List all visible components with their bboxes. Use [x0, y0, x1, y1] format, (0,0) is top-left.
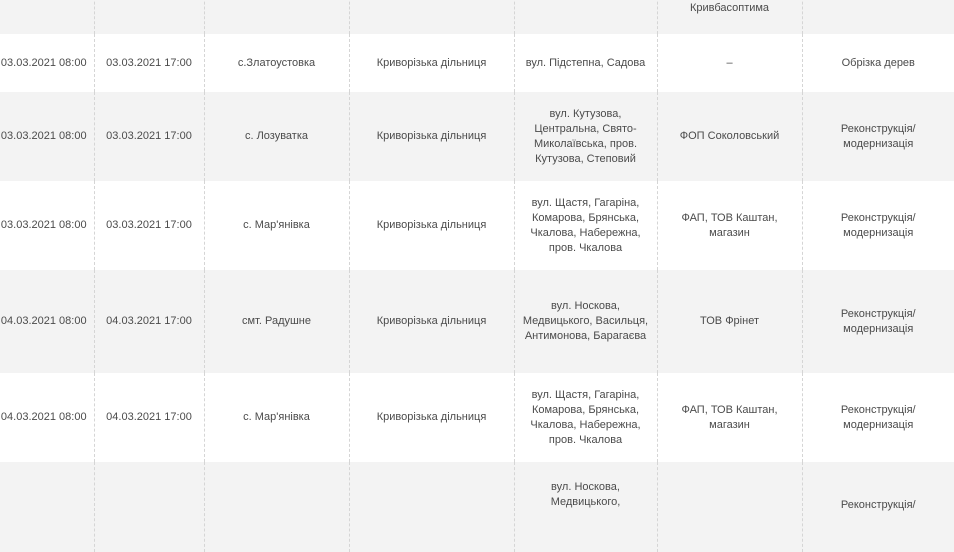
district-cell [349, 0, 514, 34]
district-cell: Криворізька дільниця [349, 373, 514, 462]
start-cell: 03.03.2021 08:00 [0, 92, 94, 181]
streets-cell: вул. Щастя, Гагаріна, Комарова, Брянська, Чкалова, Набережна, пров. Чкалова [514, 373, 657, 462]
village-cell [204, 0, 349, 34]
village-cell [204, 462, 349, 552]
table-row [0, 462, 954, 552]
village-cell: смт. Радушне [204, 270, 349, 373]
district-cell: Криворізька дільниця [349, 92, 514, 181]
streets-cell: вул. Підстепна, Садова [514, 34, 657, 92]
start-cell [0, 462, 94, 552]
work-cell: Реконструкція/ модернизація [802, 270, 954, 373]
start-cell: 03.03.2021 08:00 [0, 34, 94, 92]
table-row [0, 373, 954, 462]
village-cell: с. Мар'янівка [204, 373, 349, 462]
start-cell: 04.03.2021 08:00 [0, 270, 94, 373]
work-cell [802, 0, 954, 34]
start-cell: 04.03.2021 08:00 [0, 373, 94, 462]
district-cell: Криворізька дільниця [349, 181, 514, 270]
work-cell: Реконструкція/ [802, 462, 954, 552]
streets-cell: вул. Носкова, Медвицького, [514, 462, 657, 552]
end-cell [94, 462, 204, 552]
end-cell: 04.03.2021 17:00 [94, 373, 204, 462]
objects-cell: ФАП, ТОВ Каштан, магазин [657, 373, 802, 462]
objects-cell: ТОВ Фрінет [657, 270, 802, 373]
start-cell [0, 0, 94, 34]
district-cell: Криворізька дільниця [349, 270, 514, 373]
village-cell: с. Мар'янівка [204, 181, 349, 270]
streets-cell: вул. Кутузова, Центральна, Свято-Миколаївська, пров. Кутузова, Степовий [514, 92, 657, 181]
objects-cell: ФОП Соколовський [657, 92, 802, 181]
start-cell: 03.03.2021 08:00 [0, 181, 94, 270]
work-cell: Реконструкція/ модернизація [802, 181, 954, 270]
village-cell: с. Лозуватка [204, 92, 349, 181]
end-cell [94, 0, 204, 34]
table-row [0, 0, 954, 34]
objects-cell: ФАП, ТОВ Каштан, магазин [657, 181, 802, 270]
work-cell: Обрізка дерев [802, 34, 954, 92]
table-row [0, 181, 954, 270]
objects-cell: – [657, 34, 802, 92]
district-cell [349, 462, 514, 552]
work-cell: Реконструкція/ модернизація [802, 373, 954, 462]
table-row [0, 34, 954, 92]
streets-cell [514, 0, 657, 34]
end-cell: 03.03.2021 17:00 [94, 92, 204, 181]
end-cell: 03.03.2021 17:00 [94, 34, 204, 92]
objects-cell: Кривбасоптима [657, 0, 802, 34]
table-row [0, 92, 954, 181]
end-cell: 03.03.2021 17:00 [94, 181, 204, 270]
work-cell: Реконструкція/ модернизація [802, 92, 954, 181]
village-cell: с.Златоустовка [204, 34, 349, 92]
streets-cell: вул. Щастя, Гагаріна, Комарова, Брянська, Чкалова, Набережна, пров. Чкалова [514, 181, 657, 270]
table-row [0, 270, 954, 373]
end-cell: 04.03.2021 17:00 [94, 270, 204, 373]
streets-cell: вул. Носкова, Медвицького, Васильця, Антимонова, Барагаєва [514, 270, 657, 373]
objects-cell [657, 462, 802, 552]
district-cell: Криворізька дільниця [349, 34, 514, 92]
